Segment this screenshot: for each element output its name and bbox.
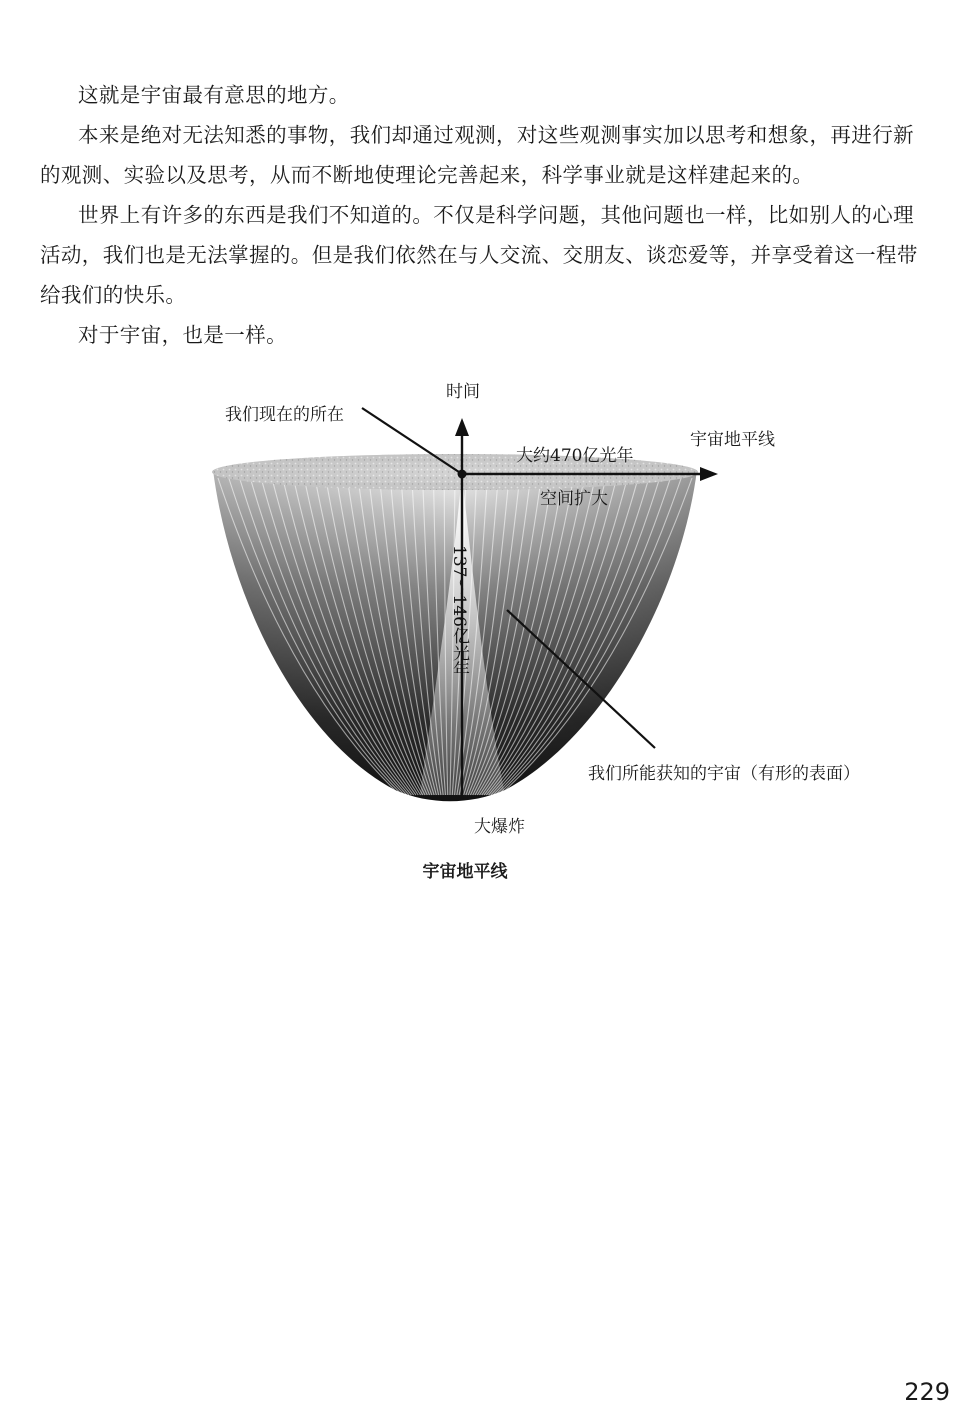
paragraph-3: 世界上有许多的东西是我们不知道的。不仅是科学问题，其他问题也一样，比如别人的心理活动，我们也是无法掌握的。但是我们依然在与人交流、交朋友、谈恋爱等，并享受着这一程带给我们的快乐。 <box>40 203 918 307</box>
big-bang-label: 大爆炸 <box>474 817 525 837</box>
paragraph-1: 这就是宇宙最有意思的地方。 <box>78 83 350 107</box>
observable-universe-label: 我们所能获知的宇宙（有形的表面） <box>588 764 860 784</box>
horizon-label: 宇宙地平线 <box>690 430 775 450</box>
paragraph-4: 对于宇宙，也是一样。 <box>78 323 287 347</box>
space-expansion-label: 空间扩大 <box>540 489 608 509</box>
time-axis-arrowhead <box>455 418 469 436</box>
space-axis-arrowhead <box>700 467 718 481</box>
page-number: 229 <box>904 1378 950 1406</box>
paragraph-2: 本来是绝对无法知悉的事物，我们却通过观测，对这些观测事实加以思考和想象，再进行新的观测、实验以及思考，从而不断地使理论完善起来，科学事业就是这样建起来的。 <box>40 123 914 187</box>
figure-caption: 宇宙地平线 <box>422 862 508 882</box>
present-location-label: 我们现在的所在 <box>225 405 344 425</box>
universe-age-label: 137～146亿光年 <box>449 545 469 678</box>
distance-label: 大约470亿光年 <box>516 446 634 466</box>
present-location-dot <box>458 470 467 479</box>
time-axis-label: 时间 <box>446 382 480 402</box>
